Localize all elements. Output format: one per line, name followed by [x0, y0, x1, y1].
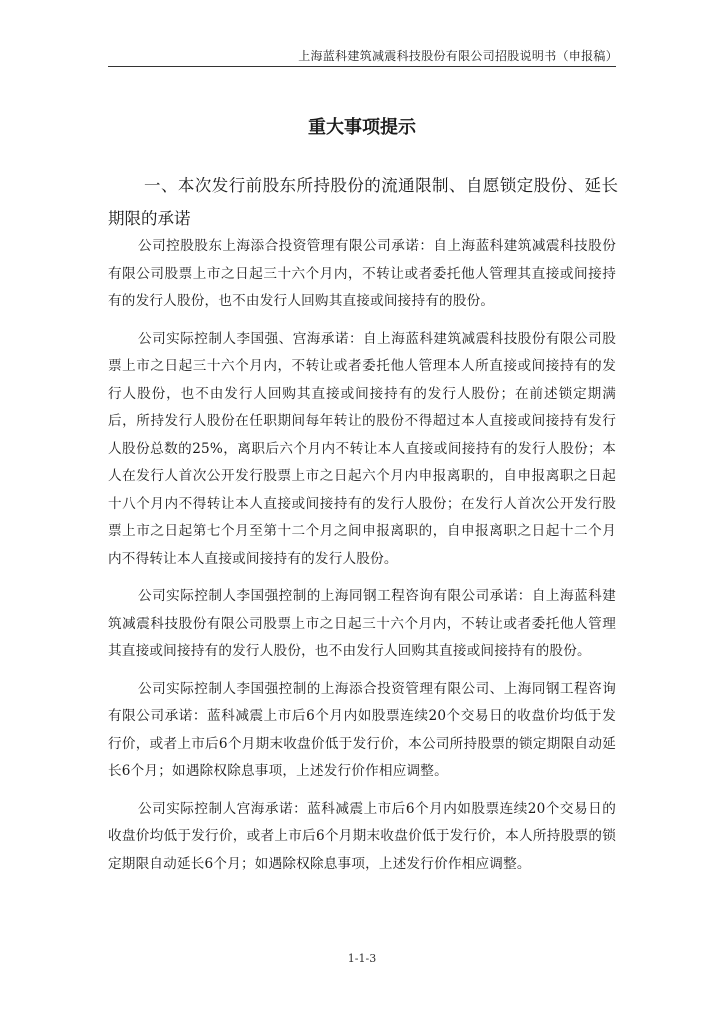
- paragraph: 公司实际控制人李国强控制的上海添合投资管理有限公司、上海同钢工程咨询有限公司承诺：蓝科减震上市后6个月内如股票连续20个交易日的收盘价均低于发行价，或者上市后6个月期末收盘价低于发行价，本公司所持股票的锁定期限自动延长6个月；如遇除权除息事项，上述发行价作相应调整。: [108, 680, 616, 779]
- section-heading: 一、本次发行前股东所持股份的流通限制、自愿锁定股份、延长期限的承诺: [108, 176, 618, 228]
- paragraph: 公司实际控制人李国强控制的上海同钢工程咨询有限公司承诺：自上海蓝科建筑减震科技股份有限公司股票上市之日起三十六个月内，不转让或者委托他人管理其直接或间接持有的发行人股份，也不由发行人回购其直接或间接持有的股份。: [108, 588, 616, 659]
- body-text: [108, 233, 616, 888]
- paragraph: 公司控股股东上海添合投资管理有限公司承诺：自上海蓝科建筑减震科技股份有限公司股票上市之日起三十六个月内，不转让或者委托他人管理其直接或间接持有的发行人股份，也不由发行人回购其直接或间接持有的股份。: [108, 238, 616, 309]
- paragraph: 公司实际控制人李国强、宫海承诺：自上海蓝科建筑减震科技股份有限公司股票上市之日起三十六个月内，不转让或者委托他人管理本人所直接或间接持有的发行人股份，也不由发行人回购其直接或间接持有的发行人股份；在前述锁定期满后，所持发行人股份在任职期间每年转让的股份不得超过本人直接或间接持有发行人股份总数的25%，离职后六个月内不转让本人直接或间接持有的发行人股份；本人在发行人首次公开发行股票上市之日起六个月内申报离职的，自申报离职之日起十八个月内不得转让本人直接或间接持有的发行人股份；在发行人首次公开发行股票上市之日起第七个月至第十二个月之间申报离职的，自申报离职之日起十二个月内不得转让本人直接或间接持有的发行人股份。: [108, 330, 616, 567]
- header-rule: [108, 66, 616, 67]
- paragraph: 公司实际控制人宫海承诺：蓝科减震上市后6个月内如股票连续20个交易日的收盘价均低于发行价，或者上市后6个月期末收盘价低于发行价，本人所持股票的锁定期限自动延长6个月；如遇除权除息事项，上述发行价作相应调整。: [108, 800, 616, 872]
- page-number: 1-1-3: [347, 952, 377, 965]
- page-title: 重大事项提示: [308, 117, 416, 138]
- running-header: 上海蓝科建筑减震科技股份有限公司招股说明书（申报稿）: [298, 49, 618, 63]
